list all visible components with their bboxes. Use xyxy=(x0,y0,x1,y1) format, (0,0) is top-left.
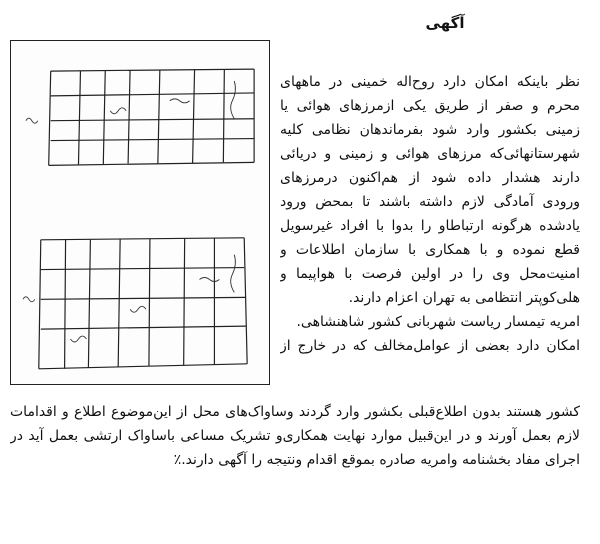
text-line: امریه تیمسار ریاست شهربانی کشور شاهنشاهی. xyxy=(296,314,580,330)
text-line: محرم و صفر از طریق یکی ازمرزهای هوائی یا xyxy=(280,98,580,114)
text-line: نظر باینکه امکان دارد روح‌اله خمینی در ماههای xyxy=(280,74,580,90)
text-line: یادشده هرگونه ارتباطاو را بدوا با افراد غیرسویل xyxy=(280,218,580,234)
text-line: دارند هشدار داده شود از هم‌اکنون درمرزهای xyxy=(280,170,580,186)
text-line: قطع نموده و با همکاری با سازمان اطلاعات و xyxy=(280,242,580,258)
text-line: هلی‌کوپتر انتظامی به تهران اعزام دارند. xyxy=(348,290,580,306)
text-line: ورودی آمادگی لازم داشته باشند تا بمحض ورود xyxy=(280,194,580,210)
text-line: امکان دارد بعضی از عوامل‌مخالف که در خارج از xyxy=(280,338,580,354)
notice-paragraph-1 xyxy=(280,70,580,358)
scanned-document-image xyxy=(10,40,270,385)
text-line: امنیت‌محل وی را در اولین فرصت با هواپیما و xyxy=(280,266,580,282)
text-line: کشور هستند بدون اطلاع‌قبلی بکشور وارد گردند وساواک‌های محل از این‌موضوع اطلاع و اقدامات xyxy=(10,404,580,420)
text-line: لازم بعمل آورند و در این‌قبیل موارد نهایت همکاری‌و تشریک مساعی باساواک ارتشی بعمل آید در xyxy=(10,428,580,444)
text-line: اجرای مفاد بخشنامه وامریه صادره بموقع اقدام ونتیجه را آگهی دارند.٪ xyxy=(173,452,580,468)
notice-title: آگهی xyxy=(425,14,465,32)
scanned-form-drawing xyxy=(11,41,269,384)
notice-paragraph-3 xyxy=(10,400,580,472)
text-line: شهرستانهائی‌که مرزهای هوائی و زمینی و دریائی xyxy=(280,146,580,162)
text-line: زمینی بکشور وارد شود بفرماندهان نظامی کلیه xyxy=(280,122,580,138)
